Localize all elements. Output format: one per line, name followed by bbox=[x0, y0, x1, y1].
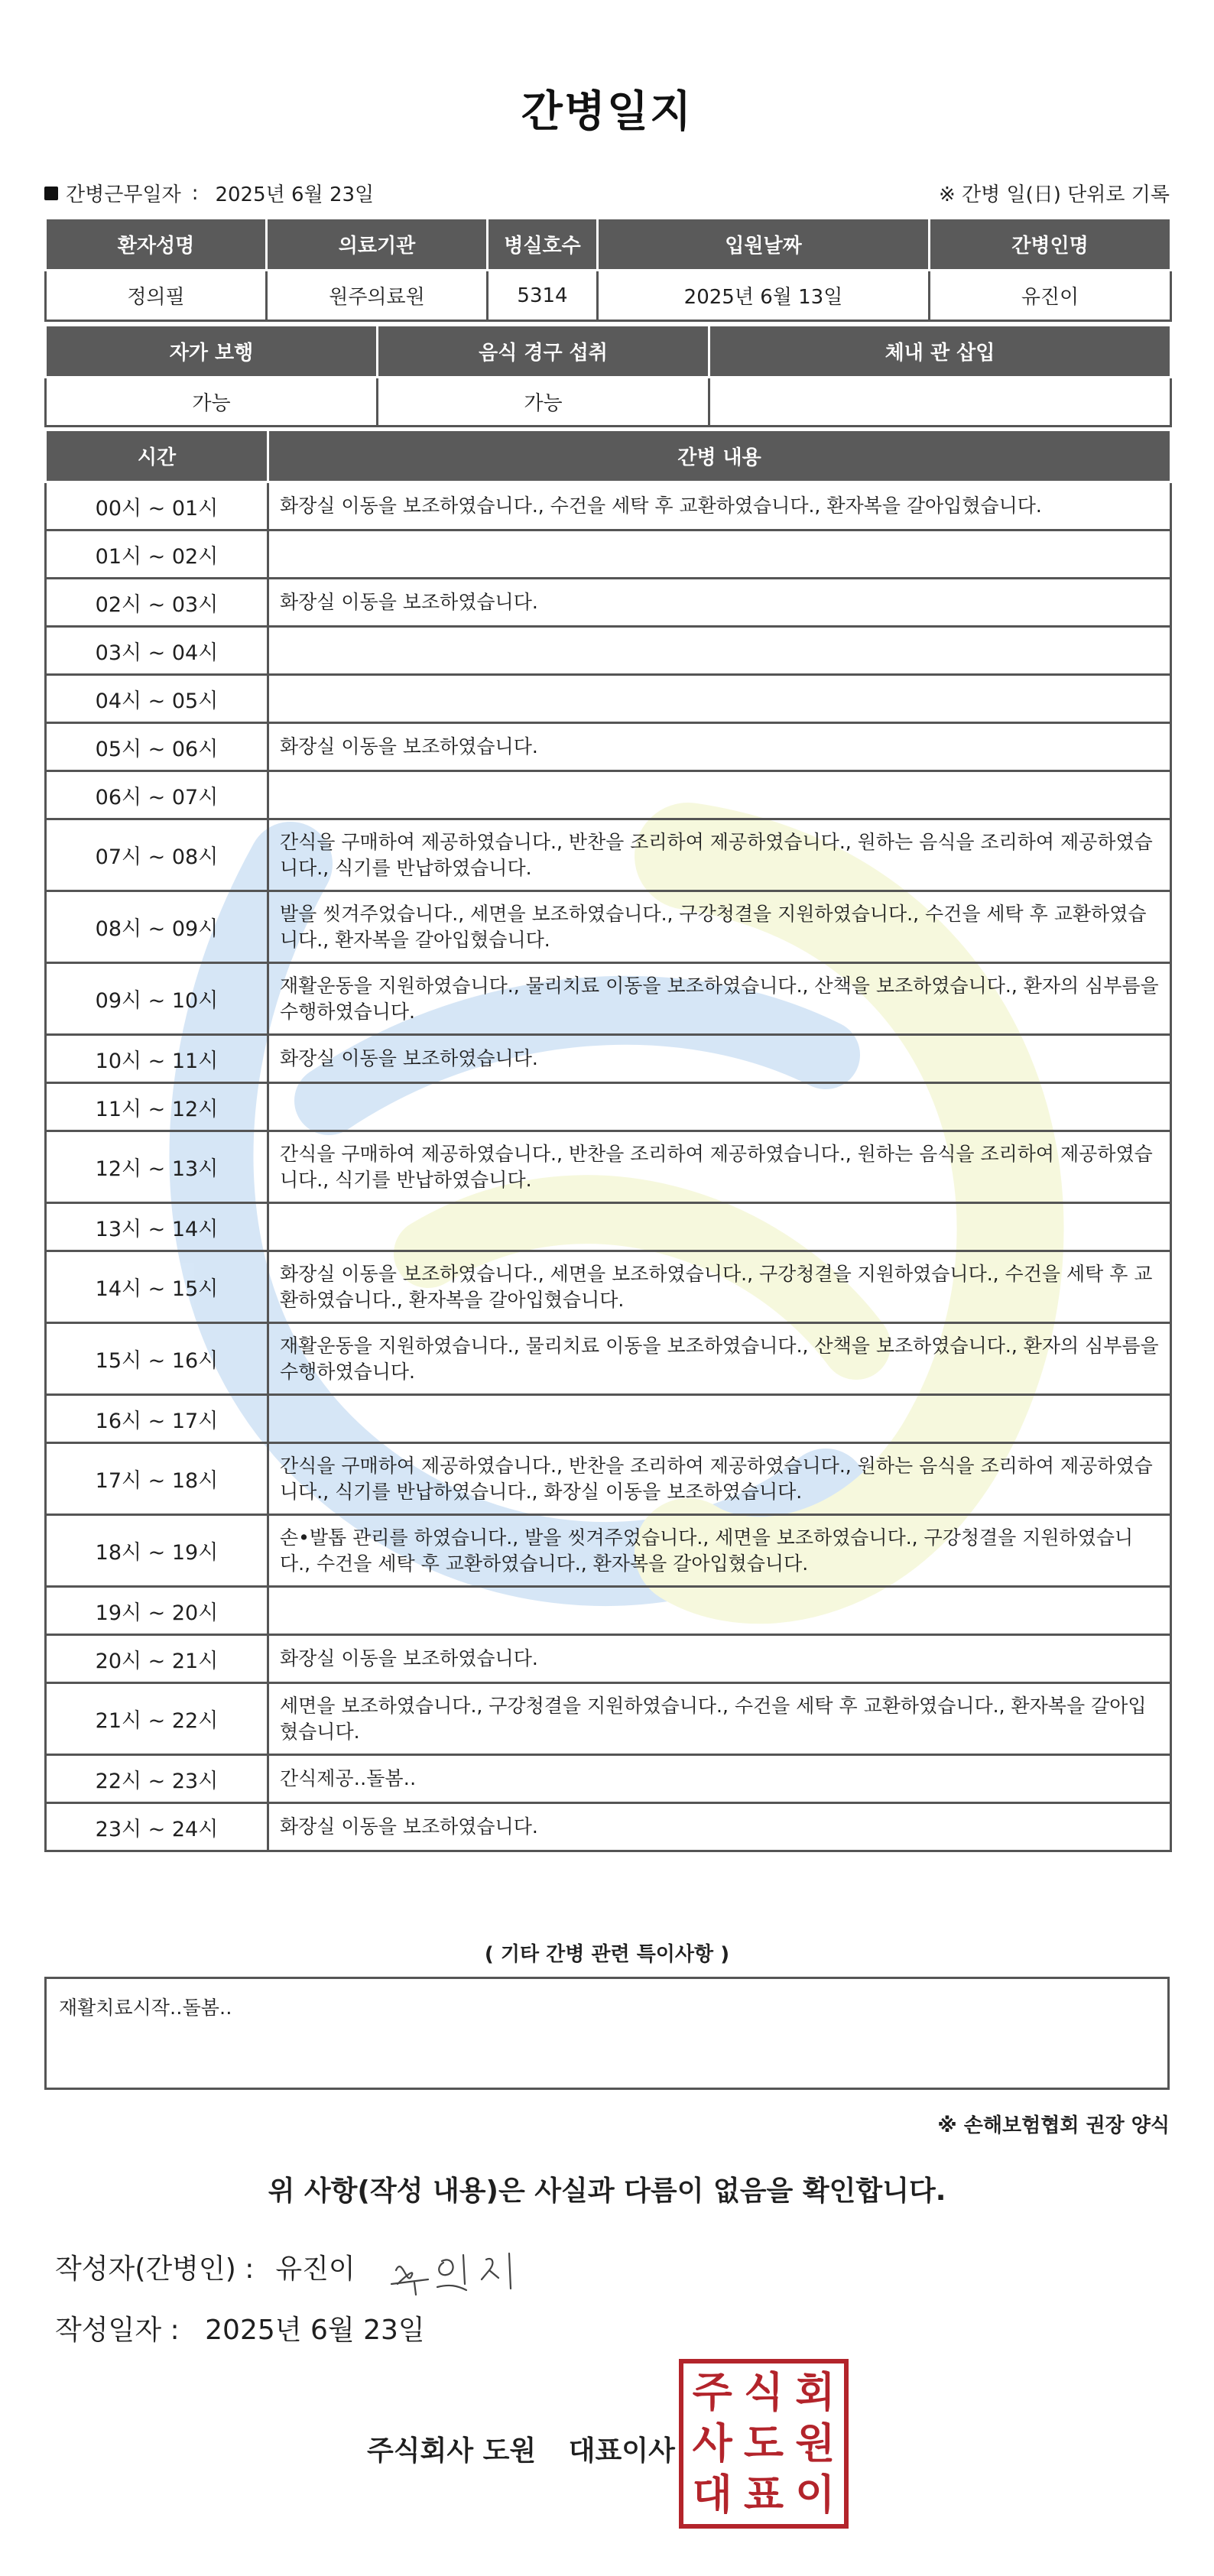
care-log-row bbox=[46, 1131, 1171, 1203]
care-log-row bbox=[46, 963, 1171, 1035]
care-log-content: 간식을 구매하여 제공하였습니다., 반찬을 조리하여 제공하였습니다., 원하는 음식을 조리하여 제공하였습니다., 식기를 반납하였습니다., 화장실 이동을 보조하였습니다. bbox=[268, 1443, 1171, 1515]
care-log-time: 05시 ~ 06시 bbox=[46, 723, 268, 771]
care-log-time: 08시 ~ 09시 bbox=[46, 891, 268, 963]
care-log-row bbox=[46, 1515, 1171, 1587]
care-log-content: 화장실 이동을 보조하였습니다. bbox=[268, 579, 1171, 627]
care-log-row bbox=[46, 579, 1171, 627]
care-log-time: 17시 ~ 18시 bbox=[46, 1443, 268, 1515]
care-log-time: 20시 ~ 21시 bbox=[46, 1635, 268, 1683]
admission-date: 2025년 6월 13일 bbox=[598, 271, 930, 321]
care-log-row bbox=[46, 1803, 1171, 1851]
company-line bbox=[367, 2429, 675, 2468]
care-log-time: 03시 ~ 04시 bbox=[46, 627, 268, 675]
patient-status-header-row bbox=[46, 326, 1171, 378]
care-log-content: 발을 씻겨주었습니다., 세면을 보조하였습니다., 구강청결을 지원하였습니다., 수건을 세탁 후 교환하였습니다., 환자복을 갈아입혔습니다. bbox=[268, 891, 1171, 963]
patient-status-table bbox=[44, 324, 1172, 427]
company-name: 주식회사 도원 bbox=[367, 2435, 537, 2467]
care-log-time: 01시 ~ 02시 bbox=[46, 530, 268, 579]
care-log-row bbox=[46, 1443, 1171, 1515]
care-log-row bbox=[46, 1083, 1171, 1131]
care-log-time: 12시 ~ 13시 bbox=[46, 1131, 268, 1203]
care-log-row bbox=[46, 1587, 1171, 1635]
writer-line bbox=[55, 2247, 355, 2286]
memo-title: ( 기타 간병 관련 특이사항 ) bbox=[484, 1943, 730, 1966]
care-log-time: 10시 ~ 11시 bbox=[46, 1035, 268, 1083]
care-log-header-row bbox=[46, 430, 1171, 482]
room-number: 5314 bbox=[488, 271, 598, 321]
care-log-body bbox=[46, 482, 1171, 1851]
care-log-time: 09시 ~ 10시 bbox=[46, 963, 268, 1035]
care-log-content: 화장실 이동을 보조하였습니다. bbox=[268, 1803, 1171, 1851]
care-log-time: 21시 ~ 22시 bbox=[46, 1683, 268, 1755]
header-oral-intake: 음식 경구 섭취 bbox=[378, 326, 709, 378]
header-institution: 의료기관 bbox=[267, 219, 488, 271]
care-log-content: 간식을 구매하여 제공하였습니다., 반찬을 조리하여 제공하였습니다., 원하는 음식을 조리하여 제공하였습니다., 식기를 반납하였습니다. bbox=[268, 1131, 1171, 1203]
page-title: 간병일지 bbox=[521, 87, 693, 137]
meta-row bbox=[44, 179, 1170, 206]
care-log-content bbox=[268, 627, 1171, 675]
care-log-content bbox=[268, 1083, 1171, 1131]
written-date-line bbox=[55, 2308, 425, 2347]
company-seal-stamp bbox=[679, 2359, 849, 2529]
writer-label: 작성자(간병인) : bbox=[55, 2253, 255, 2285]
care-log-row bbox=[46, 723, 1171, 771]
seal-char: 이 bbox=[795, 2471, 836, 2519]
care-log-row bbox=[46, 819, 1171, 891]
care-log-time: 18시 ~ 19시 bbox=[46, 1515, 268, 1587]
care-log-content bbox=[268, 675, 1171, 723]
care-log-content bbox=[268, 1587, 1171, 1635]
bullet-square-icon bbox=[44, 187, 58, 200]
seal-char: 대 bbox=[692, 2471, 732, 2519]
care-log-row bbox=[46, 771, 1171, 819]
seal-char: 원 bbox=[795, 2419, 836, 2467]
header-caregiver: 간병인명 bbox=[930, 219, 1171, 271]
care-log-content: 손•발톱 관리를 하였습니다., 발을 씻겨주었습니다., 세면을 보조하였습니다., 구강청결을 지원하였습니다., 수건을 세탁 후 교환하였습니다., 환자복을 갈아입혔습니다. bbox=[268, 1515, 1171, 1587]
care-log-row bbox=[46, 1395, 1171, 1443]
header-self-walking: 자가 보행 bbox=[46, 326, 378, 378]
care-log-time: 00시 ~ 01시 bbox=[46, 482, 268, 530]
tube-insertion-value bbox=[709, 378, 1171, 427]
care-log-content: 재활운동을 지원하였습니다., 물리치료 이동을 보조하였습니다., 산책을 보조하였습니다., 환자의 심부름을 수행하였습니다. bbox=[268, 963, 1171, 1035]
care-log-content: 간식제공‥돌봄‥ bbox=[268, 1755, 1171, 1803]
header-room: 병실호수 bbox=[488, 219, 598, 271]
care-log-row bbox=[46, 1323, 1171, 1395]
care-log-time: 22시 ~ 23시 bbox=[46, 1755, 268, 1803]
recording-note: ※ 간병 일(日) 단위로 기록 bbox=[938, 183, 1170, 206]
care-log-content: 간식을 구매하여 제공하였습니다., 반찬을 조리하여 제공하였습니다., 원하는 음식을 조리하여 제공하였습니다., 식기를 반납하였습니다. bbox=[268, 819, 1171, 891]
care-log-content: 화장실 이동을 보조하였습니다. bbox=[268, 1035, 1171, 1083]
seal-char: 회 bbox=[795, 2367, 836, 2416]
header-admission-date: 입원날짜 bbox=[598, 219, 930, 271]
care-log-row bbox=[46, 1755, 1171, 1803]
written-date-value: 2025년 6월 23일 bbox=[205, 2315, 425, 2346]
care-log-time: 15시 ~ 16시 bbox=[46, 1323, 268, 1395]
header-time: 시간 bbox=[46, 430, 268, 482]
institution: 원주의료원 bbox=[267, 271, 488, 321]
care-log-time: 13시 ~ 14시 bbox=[46, 1203, 268, 1251]
care-date-colon: : bbox=[191, 181, 199, 205]
signature bbox=[381, 2240, 549, 2301]
care-log-document bbox=[44, 0, 1170, 2576]
care-log-time: 23시 ~ 24시 bbox=[46, 1803, 268, 1851]
care-log-time: 19시 ~ 20시 bbox=[46, 1587, 268, 1635]
care-log-content bbox=[268, 771, 1171, 819]
care-log-time: 07시 ~ 08시 bbox=[46, 819, 268, 891]
patient-name: 정의필 bbox=[46, 271, 267, 321]
care-date bbox=[44, 179, 374, 207]
care-log-content bbox=[268, 1203, 1171, 1251]
care-date-value: 2025년 6월 23일 bbox=[215, 183, 375, 206]
oral-intake-value: 가능 bbox=[378, 378, 709, 427]
seal-char: 식 bbox=[743, 2367, 784, 2416]
care-log-content bbox=[268, 530, 1171, 579]
care-log-time: 06시 ~ 07시 bbox=[46, 771, 268, 819]
care-log-row bbox=[46, 1203, 1171, 1251]
header-patient-name: 환자성명 bbox=[46, 219, 267, 271]
header-tube-insertion: 체내 관 삽입 bbox=[709, 326, 1171, 378]
care-log-row bbox=[46, 1635, 1171, 1683]
care-log-row bbox=[46, 1251, 1171, 1323]
header-care-content: 간병 내용 bbox=[268, 430, 1171, 482]
confirmation-statement: 위 사항(작성 내용)은 사실과 다름이 없음을 확인합니다. bbox=[268, 2175, 946, 2207]
seal-char: 주 bbox=[692, 2367, 732, 2416]
writer-name: 유진이 bbox=[275, 2253, 355, 2285]
care-log-content: 세면을 보조하였습니다., 구강청결을 지원하였습니다., 수건을 세탁 후 교환하였습니다., 환자복을 갈아입혔습니다. bbox=[268, 1683, 1171, 1755]
care-log-time: 02시 ~ 03시 bbox=[46, 579, 268, 627]
care-log-content bbox=[268, 1395, 1171, 1443]
caregiver-name: 유진이 bbox=[930, 271, 1171, 321]
care-log-time: 11시 ~ 12시 bbox=[46, 1083, 268, 1131]
care-log-row bbox=[46, 530, 1171, 579]
care-log-content: 화장실 이동을 보조하였습니다., 세면을 보조하였습니다., 구강청결을 지원하였습니다., 수건을 세탁 후 교환하였습니다., 환자복을 갈아입혔습니다. bbox=[268, 1251, 1171, 1323]
form-note: ※ 손해보험협회 권장 양식 bbox=[937, 2114, 1170, 2137]
patient-status-value-row bbox=[46, 378, 1171, 427]
seal-char: 도 bbox=[743, 2419, 784, 2467]
care-log-row bbox=[46, 675, 1171, 723]
seal-char: 사 bbox=[692, 2419, 732, 2467]
care-log-row bbox=[46, 891, 1171, 963]
self-walking-value: 가능 bbox=[46, 378, 378, 427]
care-log-row bbox=[46, 1035, 1171, 1083]
care-log-table bbox=[44, 429, 1172, 1852]
memo-box bbox=[44, 1977, 1170, 2090]
seal-char: 표 bbox=[743, 2471, 784, 2519]
care-log-content: 재활운동을 지원하였습니다., 물리치료 이동을 보조하였습니다., 산책을 보조하였습니다., 환자의 심부름을 수행하였습니다. bbox=[268, 1323, 1171, 1395]
care-log-time: 04시 ~ 05시 bbox=[46, 675, 268, 723]
patient-info-value-row bbox=[46, 271, 1171, 321]
care-log-content: 화장실 이동을 보조하였습니다. bbox=[268, 723, 1171, 771]
memo-content: 재활치료시작‥돌봄‥ bbox=[59, 1997, 232, 2019]
care-log-row bbox=[46, 1683, 1171, 1755]
written-date-label: 작성일자 : bbox=[55, 2315, 180, 2346]
care-log-row bbox=[46, 627, 1171, 675]
care-log-time: 14시 ~ 15시 bbox=[46, 1251, 268, 1323]
patient-info-header-row bbox=[46, 219, 1171, 271]
company-ceo-title: 대표이사 bbox=[568, 2435, 675, 2467]
care-log-content: 화장실 이동을 보조하였습니다., 수건을 세탁 후 교환하였습니다., 환자복을 갈아입혔습니다. bbox=[268, 482, 1171, 530]
care-log-row bbox=[46, 482, 1171, 530]
patient-info-table bbox=[44, 217, 1172, 322]
care-date-label: 간병근무일자 bbox=[66, 183, 181, 206]
care-log-time: 16시 ~ 17시 bbox=[46, 1395, 268, 1443]
care-log-content: 화장실 이동을 보조하였습니다. bbox=[268, 1635, 1171, 1683]
